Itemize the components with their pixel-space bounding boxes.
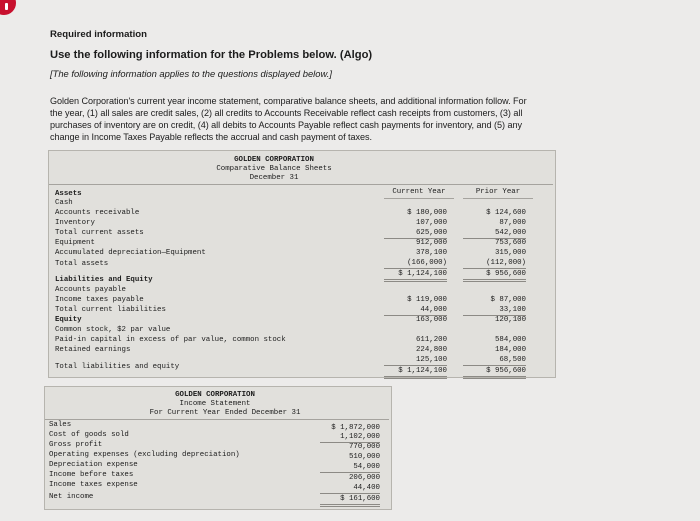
bs-row-label: Equity — [55, 316, 82, 324]
is-row-label: Sales — [49, 421, 72, 429]
intro-line: change in Income Taxes Payable reflects the accrual and cash payment of taxes. — [50, 132, 372, 142]
bs-cell-prior: (112,000) — [463, 259, 526, 269]
is-cell-value: $ 1,872,000 — [331, 424, 380, 432]
is-cell-value: 206,000 — [348, 474, 380, 482]
bs-divider — [49, 184, 553, 185]
bs-row-label: Cash — [55, 199, 73, 207]
applies-note: [The following information applies to the questions displayed below.] — [50, 68, 332, 79]
bs-col-rule — [384, 198, 454, 199]
bs-cell-current: 107,000 — [415, 219, 447, 227]
is-row-label: Net income — [49, 493, 94, 501]
bs-row-label: Paid-in capital in excess of par value, common stock — [55, 336, 286, 344]
bs-cell-current: (166,000) — [384, 259, 447, 269]
is-cell-value: 510,000 — [348, 453, 380, 461]
bs-cell-prior: 33,100 — [463, 306, 526, 316]
bs-row-label: Total assets — [55, 260, 109, 268]
bs-cell-current: 224,800 — [415, 346, 447, 354]
bs-cell-current: 912,000 — [415, 239, 447, 247]
bs-row-label: Total current liabilities — [55, 306, 166, 314]
is-company: GOLDEN CORPORATION — [175, 391, 255, 399]
is-divider — [45, 419, 389, 420]
is-cell-value: 1,102,000 — [320, 433, 380, 443]
bs-cell-current: 625,000 — [384, 229, 447, 239]
bs-row-label: Liabilities and Equity — [55, 276, 153, 284]
intro-line: the year, (1) all sales are credit sales, (2) all credits to Accounts Receivable reflect cash receipts from customers, (3) all — [50, 108, 523, 118]
bs-cell-prior: $ 87,000 — [490, 296, 526, 304]
bs-cell-current: $ 119,000 — [407, 296, 447, 304]
required-info-heading: Required information — [50, 29, 148, 40]
is-row-label: Depreciation expense — [49, 461, 138, 469]
bs-row-label: Assets — [55, 190, 82, 198]
bs-cell-prior: 753,600 — [494, 239, 526, 247]
is-row-label: Cost of goods sold — [49, 431, 129, 439]
is-cell-value: 770,000 — [348, 443, 380, 451]
bs-cell-current: 44,000 — [384, 306, 447, 316]
bs-cell-current: $ 1,124,100 — [384, 367, 447, 379]
bs-company: GOLDEN CORPORATION — [234, 156, 314, 164]
bs-cell-current: $ 1,124,100 — [384, 270, 447, 282]
is-cell-value: 44,400 — [320, 484, 380, 494]
is-row-label: Income taxes expense — [49, 481, 138, 489]
bs-row-label: Inventory — [55, 219, 95, 227]
bs-row-label: Accumulated depreciation—Equipment — [55, 249, 206, 257]
bs-row-label: Total liabilities and equity — [55, 363, 180, 371]
bs-row-label: Total current assets — [55, 229, 144, 237]
bs-date: December 31 — [249, 174, 299, 182]
bs-cell-prior: $ 956,600 — [463, 270, 526, 282]
bs-cell-current: $ 180,000 — [407, 209, 447, 217]
bs-cell-prior: $ 956,600 — [463, 367, 526, 379]
bs-row-label: Common stock, $2 par value — [55, 326, 171, 334]
bs-cell-prior: 68,500 — [463, 356, 526, 366]
bs-cell-prior: 315,000 — [494, 249, 526, 257]
bs-col-current: Current Year — [392, 188, 446, 196]
bs-cell-current: 611,200 — [415, 336, 447, 344]
bs-title: Comparative Balance Sheets — [216, 165, 332, 173]
bs-row-label: Income taxes payable — [55, 296, 144, 304]
bs-cell-prior: 584,000 — [494, 336, 526, 344]
is-row-label: Income before taxes — [49, 471, 134, 479]
bs-row-label: Retained earnings — [55, 346, 131, 354]
bs-cell-prior: 87,000 — [499, 219, 526, 227]
intro-paragraph — [50, 95, 610, 143]
bs-row-label: Accounts payable — [55, 286, 126, 294]
bs-col-rule — [463, 198, 533, 199]
balance-sheet-table — [48, 150, 556, 378]
is-period: For Current Year Ended December 31 — [149, 409, 301, 417]
bs-col-prior: Prior Year — [475, 188, 521, 196]
bs-cell-current: 163,000 — [415, 316, 447, 324]
bs-cell-current: 378,100 — [415, 249, 447, 257]
intro-line: Golden Corporation's current year income statement, comparative balance sheets, and additional information follow. For — [50, 96, 527, 106]
bs-cell-prior: 184,000 — [494, 346, 526, 354]
bs-row-label: Equipment — [55, 239, 95, 247]
bs-cell-prior: 120,100 — [494, 316, 526, 324]
is-row-label: Gross profit — [49, 441, 103, 449]
alert-badge-icon — [0, 0, 16, 15]
bs-row-label: Accounts receivable — [55, 209, 140, 217]
is-cell-value: 54,000 — [320, 463, 380, 473]
bs-cell-prior: 542,000 — [463, 229, 526, 239]
income-statement-table — [44, 386, 392, 510]
instruction-heading: Use the following information for the Problems below. (Algo) — [50, 49, 373, 61]
is-title: Income Statement — [179, 400, 251, 408]
intro-line: purchases of inventory are on credit, (4) all debits to Accounts Payable reflect cash payments for inventory, and (5) any — [50, 120, 522, 130]
is-row-label: Operating expenses (excluding depreciation) — [49, 451, 240, 459]
is-cell-value: $ 161,600 — [320, 495, 380, 507]
bs-cell-current: 125,100 — [384, 356, 447, 366]
bs-cell-prior: $ 124,600 — [486, 209, 526, 217]
